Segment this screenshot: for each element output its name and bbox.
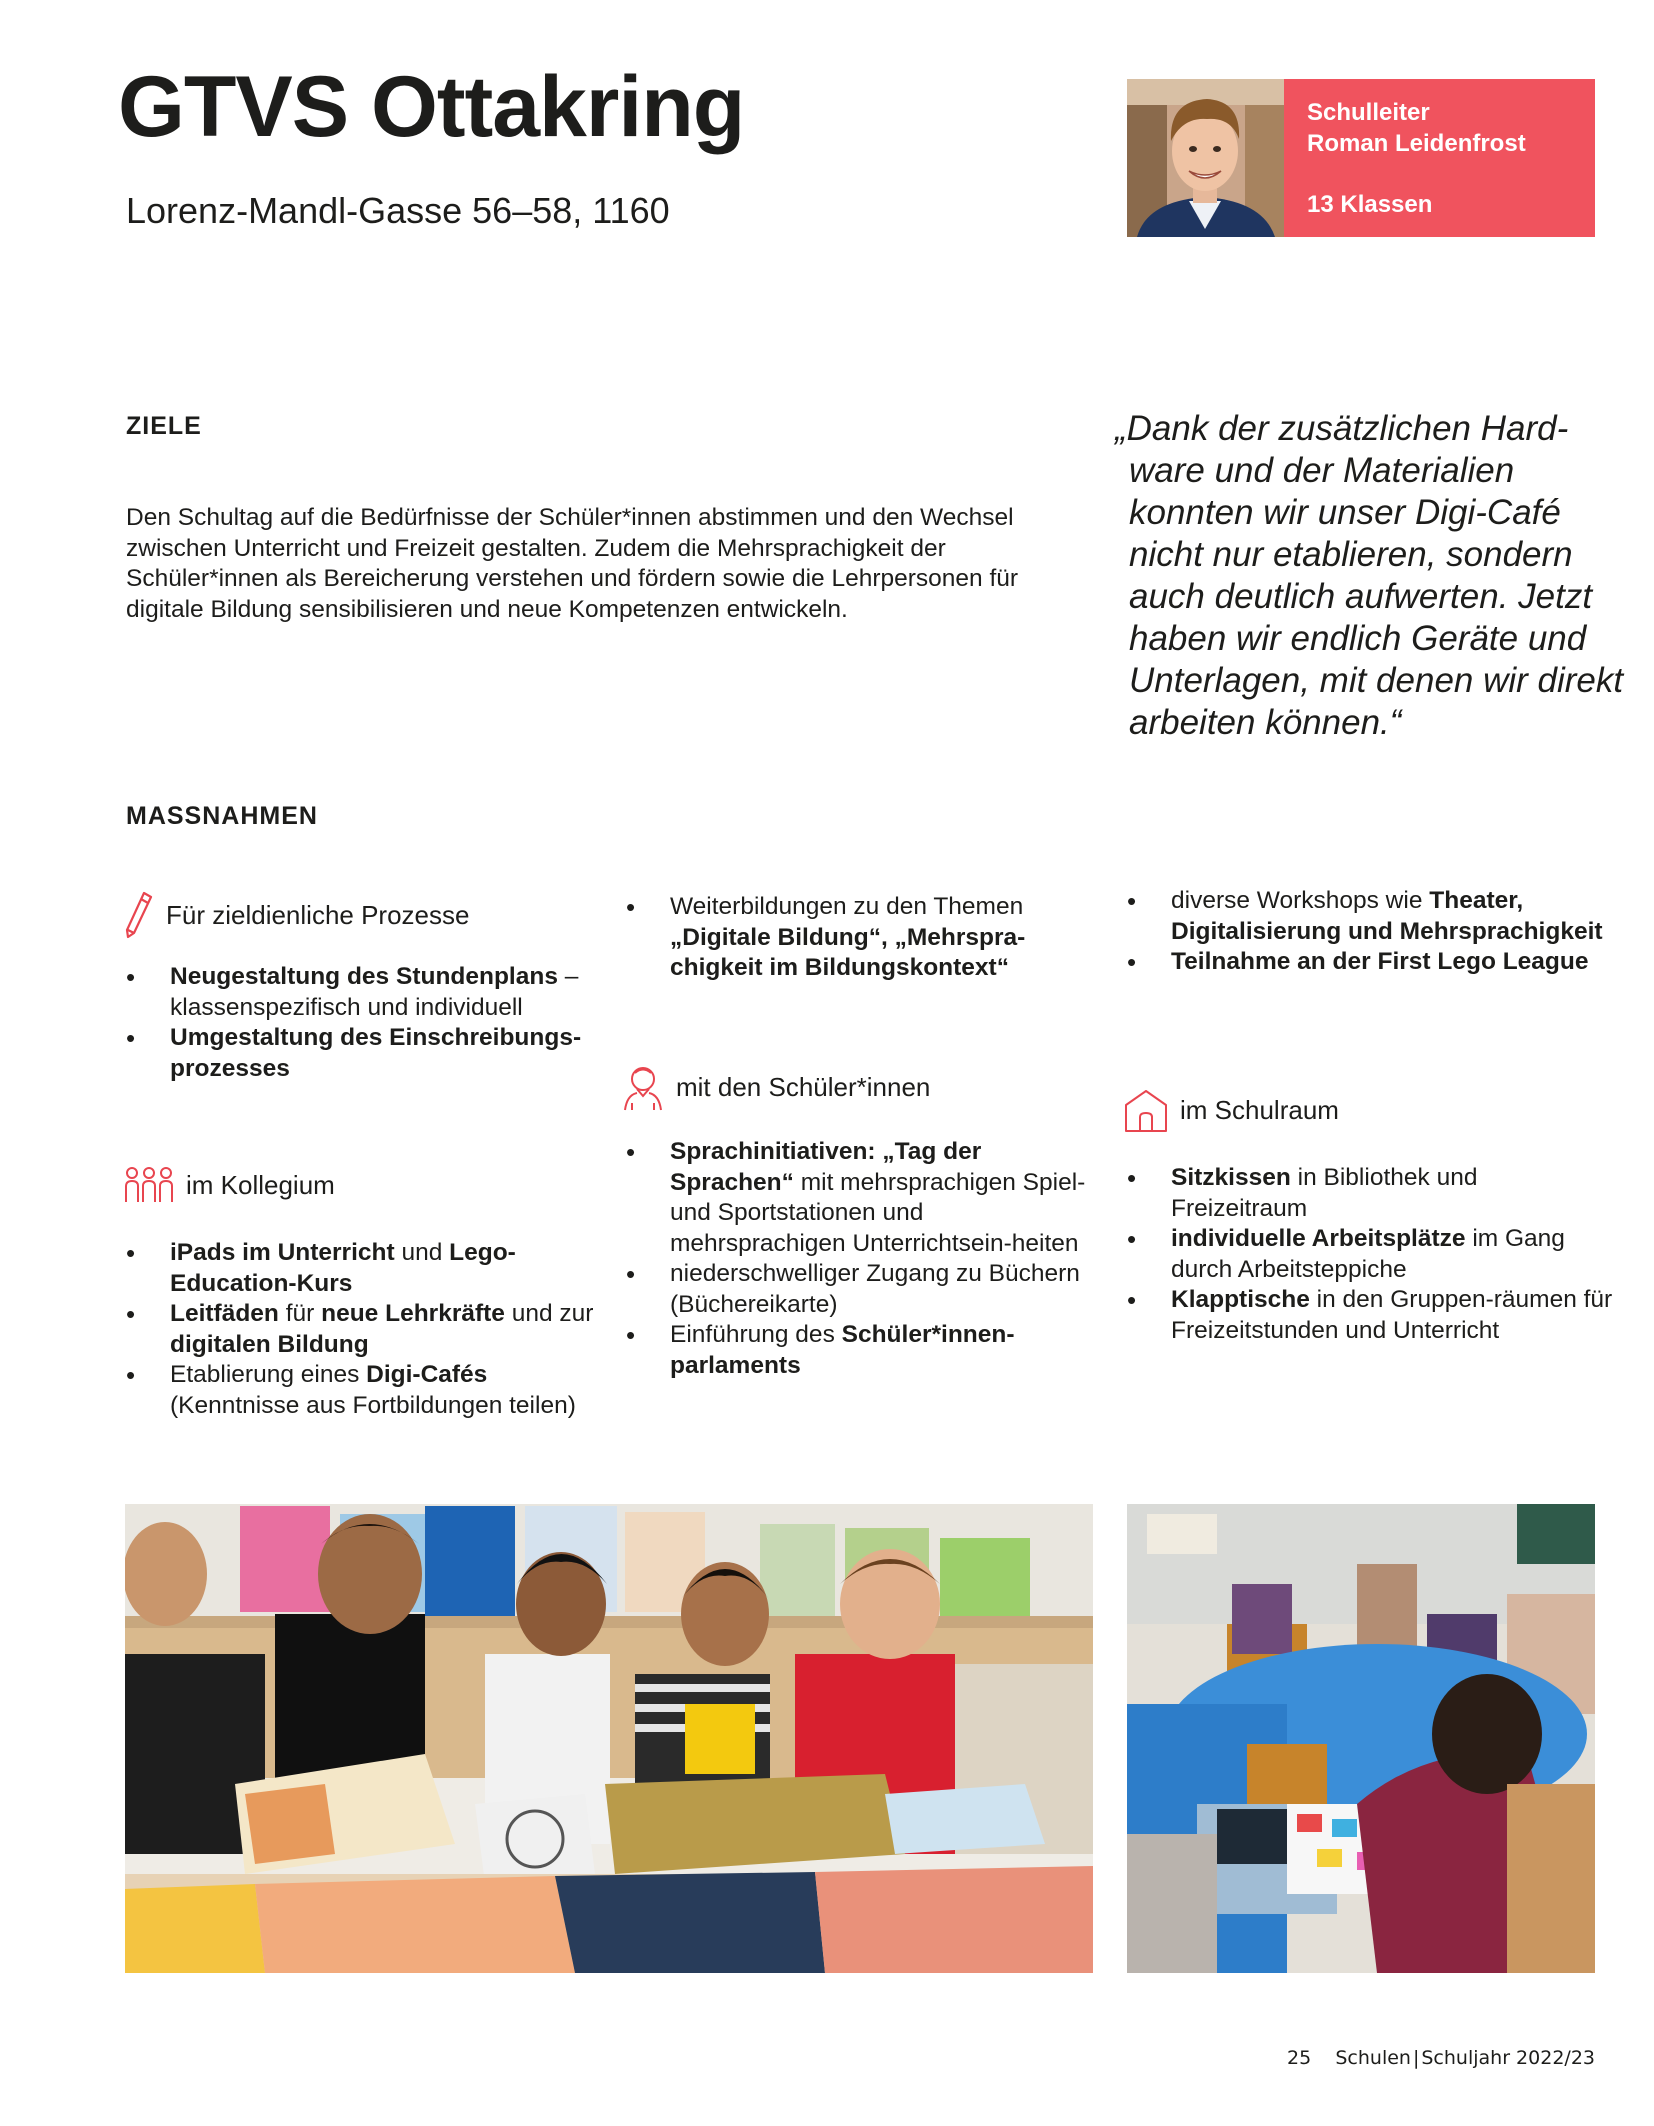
page-number: 25 — [1287, 2047, 1312, 2069]
principal-name: Roman Leidenfrost — [1307, 130, 1526, 157]
ziele-text: Den Schultag auf die Bedürfnisse der Schüler*innen abstimmen und den Wechsel zwischen Unterricht und Freizeit gestalten. Zudem die Mehrsprachigkeit der Schüler*innen als Bereicherung verstehen und fördern sowie die Lehrpersonen für digitale Bildung sensibilisieren und neue Kompetenzen entwickeln. — [126, 504, 1019, 623]
principal-photo — [1127, 79, 1284, 237]
list-item: • Sitzkissen in Bibliothek und Freizeitraum — [1127, 1163, 1617, 1224]
page-title: GTVS Ottakring — [118, 59, 745, 155]
list-item: • Leitfäden für neue Lehrkräfte und zur digitalen Bildung — [126, 1299, 606, 1360]
photo-children-reading — [125, 1504, 1093, 1973]
list-kollegium — [126, 1238, 606, 1421]
student-icon — [622, 1063, 664, 1111]
group-heading-schueler — [622, 1063, 930, 1111]
list-item: • niederschwelliger Zugang zu Büchern (Büchereikarte) — [626, 1259, 1096, 1320]
principal-quote — [1115, 408, 1625, 744]
list-weiterbildung — [626, 892, 1096, 984]
footer-section: Schulen — [1335, 2047, 1411, 2069]
list-item: • Teilnahme an der First Lego League — [1127, 947, 1617, 978]
list-item: • Klapptische in den Gruppen-räumen für Freizeitstunden und Unterricht — [1127, 1285, 1617, 1346]
footer-year: Schuljahr 2022/23 — [1421, 2047, 1595, 2069]
massnahmen-heading: MASSNAHMEN — [126, 802, 318, 830]
group-heading-text: im Schulraum — [1180, 1094, 1339, 1125]
principal-role: Schulleiter — [1307, 99, 1430, 126]
principal-info-card — [1284, 79, 1595, 237]
quote-line: ware und der Materialien — [1129, 451, 1515, 490]
class-count: 13 Klassen — [1307, 191, 1433, 218]
house-icon — [1124, 1088, 1168, 1132]
list-item: • Sprachinitiativen: „Tag der Sprachen“ mit mehrsprachigen Spiel- und Sportstationen und mehrsprachigen Unterrichtsein-heiten — [626, 1137, 1096, 1259]
quote-line: haben wir endlich Geräte und — [1129, 619, 1587, 658]
ziele-heading: ZIELE — [126, 412, 202, 440]
list-schulraum — [1127, 1163, 1617, 1346]
list-schueler — [626, 1137, 1096, 1381]
page-footer: 25 Schulen | Schuljahr 2022/23 — [1287, 2047, 1595, 2069]
pencil-icon — [124, 890, 154, 940]
list-item: • Einführung des Schüler*innen-parlaments — [626, 1320, 1096, 1381]
people-icon — [124, 1166, 174, 1204]
list-prozesse — [126, 962, 606, 1084]
group-heading-text: im Kollegium — [186, 1169, 335, 1200]
list-workshops — [1127, 886, 1617, 978]
quote-line: auch deutlich aufwerten. Jetzt — [1129, 577, 1593, 616]
list-item: • Weiterbildungen zu den Themen „Digitale Bildung“, „Mehrspra-chigkeit im Bildungskontext“ — [626, 892, 1096, 984]
list-item: • Neugestaltung des Stundenplans – klassenspezifisch und individuell — [126, 962, 606, 1023]
quote-line: „Dank der zusätzlichen Hard- — [1115, 409, 1569, 448]
list-item: • diverse Workshops wie Theater, Digitalisierung und Mehrsprachigkeit — [1127, 886, 1617, 947]
school-address: Lorenz-Mandl-Gasse 56–58, 1160 — [126, 190, 670, 231]
group-heading-schulraum — [1124, 1088, 1339, 1132]
quote-line: konnten wir unser Digi-Café — [1129, 493, 1561, 532]
group-heading-text: mit den Schüler*innen — [676, 1071, 931, 1102]
group-heading-prozesse — [124, 890, 469, 940]
quote-line: Unterlagen, mit denen wir direkt — [1129, 661, 1624, 700]
group-heading-kollegium — [124, 1166, 335, 1204]
list-item: • individuelle Arbeitsplätze im Gang durch Arbeitsteppiche — [1127, 1224, 1617, 1285]
list-item: • Etablierung eines Digi-Cafés (Kenntnisse aus Fortbildungen teilen) — [126, 1360, 606, 1421]
list-item: • Umgestaltung des Einschreibungs-prozesses — [126, 1023, 606, 1084]
quote-line: nicht nur etablieren, sondern — [1129, 535, 1573, 574]
list-item: • iPads im Unterricht und Lego-Education-Kurs — [126, 1238, 606, 1299]
quote-line: arbeiten können.“ — [1129, 703, 1402, 742]
group-heading-text: Für zieldienliche Prozesse — [166, 899, 470, 930]
photo-classroom-lego — [1127, 1504, 1595, 1973]
